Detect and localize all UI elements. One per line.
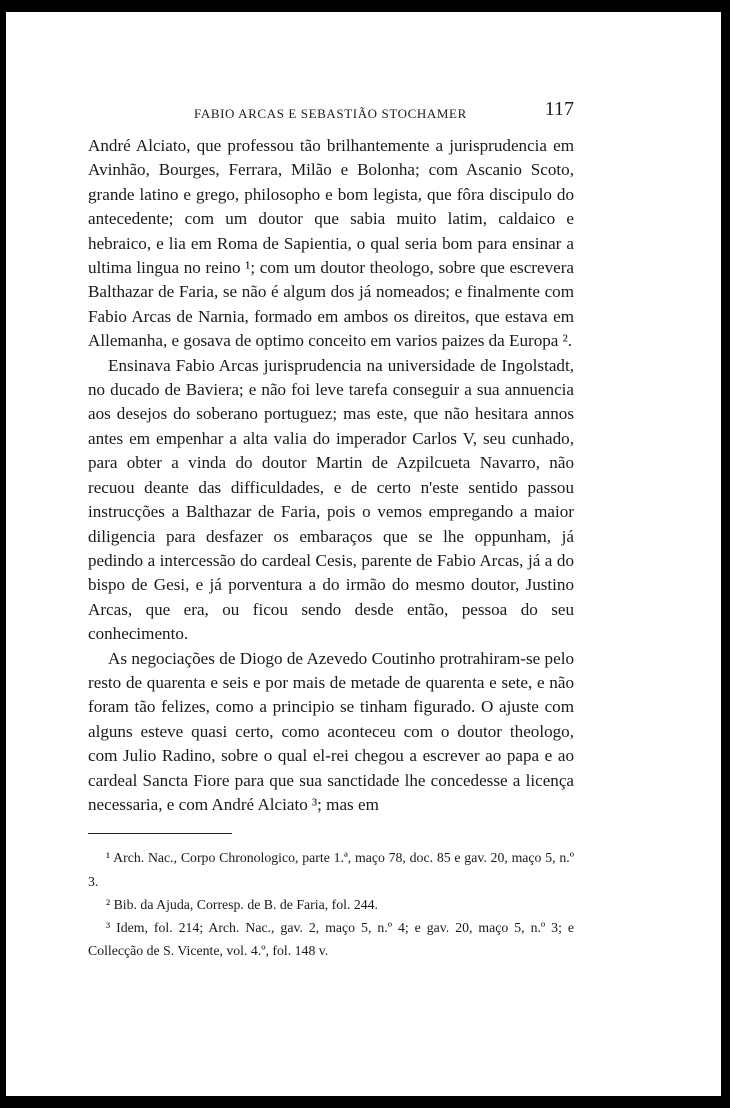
scan-border-left bbox=[0, 0, 6, 1108]
footnote-3: ³ Idem, fol. 214; Arch. Nac., gav. 2, maço 5, n.º 4; e gav. 20, maço 5, n.º 3; e Collecção de S. Vicente, vol. 4.º, fol. 148 v. bbox=[88, 919, 574, 959]
body-text bbox=[88, 134, 574, 817]
scan-border-right bbox=[721, 0, 730, 1108]
footnotes bbox=[88, 846, 574, 962]
footnote-divider bbox=[88, 833, 232, 834]
footnote-2: ² Bib. da Ajuda, Corresp. de B. de Faria, fol. 244. bbox=[106, 896, 378, 912]
page-content bbox=[88, 96, 574, 962]
footnote-1: ¹ Arch. Nac., Corpo Chronologico, parte 1.ª, maço 78, doc. 85 e gav. 20, maço 5, n.º 3. bbox=[88, 850, 574, 889]
paragraph-2: Ensinava Fabio Arcas jurisprudencia na universidade de Ingolstadt, no ducado de Baviera; e não foi leve tarefa conseguir a sua annuencia aos desejos do soberano portuguez; mas este, que não hesitara annos antes em empenhar a alta valia do imperador Carlos V, seu cunhado, para obter a vinda do doutor Martin de Azpilcueta Navarro, não recuou deante das difficuldades, e de certo n'este sentido passou instrucções a Balthazar de Faria, pois o vemos empregando a maior diligencia para desfazer os embaraços que se lhe oppunham, já pedindo a intercessão do cardeal Cesis, parente de Fabio Arcas, já a do bispo de Gesi, e já porventura a do irmão do mesmo doutor, Justino Arcas, que era, ou ficou sendo desde então, pessoa do seu conhecimento. bbox=[88, 355, 574, 644]
scan-border-bottom bbox=[0, 1096, 730, 1108]
paragraph-1: André Alciato, que professou tão brilhantemente a jurisprudencia em Avinhão, Bourges, Ferrara, Milão e Bolonha; com Ascanio Scoto, grande latino e grego, philosopho e bom legista, que fôra discipulo do antecedente; com um doutor que sabia muito latim, caldaico e hebraico, e lia em Roma de Sapientia, o qual seria bom para ensinar a ultima lingua no reino ¹; com um doutor theologo, sobre que escrevera Balthazar de Faria, se não é algum dos já nomeados; e finalmente com Fabio Arcas de Narnia, formado em ambos os direitos, que estava em Allemanha, e gosava de optimo conceito em varios paizes da Europa ². bbox=[88, 136, 574, 351]
scan-border-top bbox=[0, 0, 730, 12]
page-number: 117 bbox=[544, 98, 574, 120]
running-head bbox=[88, 96, 574, 126]
running-title: FABIO ARCAS E SEBASTIÃO STOCHAMER bbox=[194, 106, 467, 121]
paragraph-3: As negociações de Diogo de Azevedo Coutinho protrahiram-se pelo resto de quarenta e seis e por mais de metade de quarenta e sete, e não foram tão felizes, como a principio se tinham figurado. O ajuste com alguns esteve quasi certo, como aconteceu com o doutor theologo, com Julio Radino, sobre o qual el-rei chegou a escrever ao papa e ao cardeal Sancta Fiore para que sua sanctidade lhe concedesse a licença necessaria, e com André Alciato ³; mas em bbox=[88, 648, 574, 814]
